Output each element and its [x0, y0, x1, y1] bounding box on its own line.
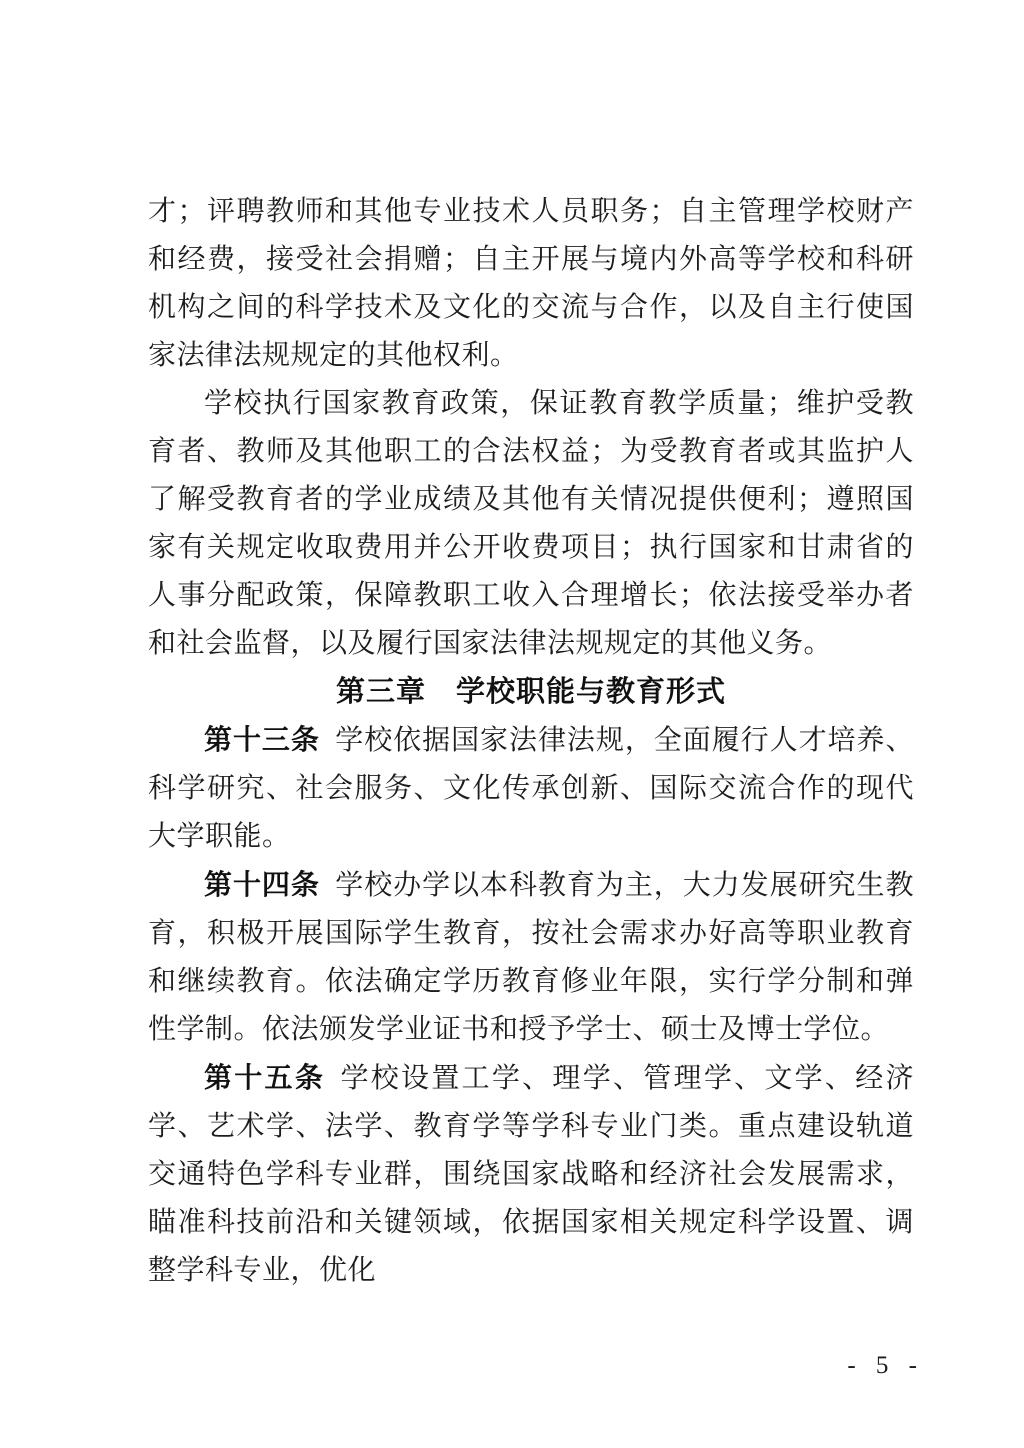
paragraph-school-obligations: 学校执行国家教育政策，保证教育教学质量；维护受教育者、教师及其他职工的合法权益；为受教育者或其监护人了解受教育者的学业成绩及其他有关情况提供便利；遵照国家有关规定收取费用并公开收费项目；执行国家和甘肃省的人事分配政策，保障教职工收入合理增长；依法接受举办者和社会监督，以及履行国家法律法规规定的其他义务。	[148, 388, 914, 659]
page-number: - 5 -	[847, 1352, 924, 1379]
article-14-text: 学校办学以本科教育为主，大力发展研究生教育，积极开展国际学生教育，按社会需求办好高等职业教育和继续教育。依法确定学历教育修业年限，实行学分制和弹性学制。依法颁发学业证书和授予学士、硕士及博士学位。	[148, 870, 914, 1045]
chapter-heading: 第三章 学校职能与教育形式	[335, 676, 726, 708]
article-15	[148, 1054, 914, 1295]
article-15-text: 学校设置工学、理学、管理学、文学、经济学、艺术学、法学、教育学等学科专业门类。重点建设轨道交通特色学科专业群，围绕国家战略和经济社会发展需求，瞄准科技前沿和关键领域，依据国家相关规定科学设置、调整学科专业，优化	[148, 1063, 914, 1286]
article-14-label: 第十四条	[204, 869, 320, 900]
paragraph-rights-continuation: 才；评聘教师和其他专业技术人员职务；自主管理学校财产和经费，接受社会捐赠；自主开展与境内外高等学校和科研机构之间的科学技术及文化的交流与合作，以及自主行使国家法律法规规定的其他权利。	[148, 196, 914, 371]
article-13-text: 学校依据国家法律法规，全面履行人才培养、科学研究、社会服务、文化传承创新、国际交流合作的现代大学职能。	[148, 725, 914, 852]
article-15-label: 第十五条	[204, 1062, 326, 1093]
article-14	[148, 861, 914, 1054]
article-13	[148, 716, 914, 861]
article-13-label: 第十三条	[204, 724, 320, 755]
